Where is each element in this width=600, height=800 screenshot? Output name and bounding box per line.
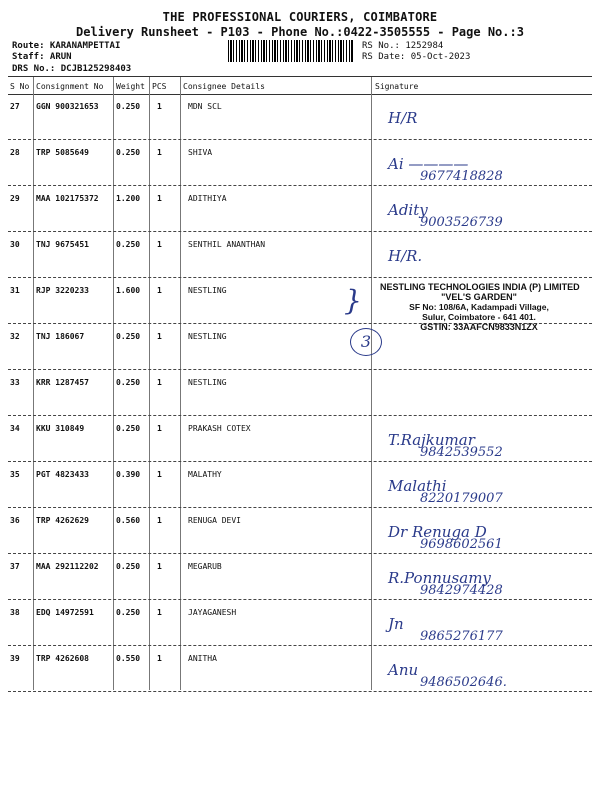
table-top-rule xyxy=(8,76,592,77)
row-pcs: 1 xyxy=(157,240,162,249)
circled-note: 3 xyxy=(350,328,382,356)
row-consignee: ANITHA xyxy=(188,654,217,663)
stamp-line: NESTLING TECHNOLOGIES INDIA (P) LIMITED xyxy=(380,282,580,292)
row-pcs: 1 xyxy=(157,654,162,663)
drs-label: DRS No.: DCJB125298403 xyxy=(12,64,132,74)
row-consignee: MEGARUB xyxy=(188,562,222,571)
stamp-line: GSTIN: 33AAFCN9833N1ZX xyxy=(420,322,538,332)
row-consignment: MAA 292112202 xyxy=(36,562,99,571)
row-sno: 27 xyxy=(10,102,20,111)
table-header-rule xyxy=(8,94,592,95)
row-consignment: GGN 900321653 xyxy=(36,102,99,111)
row-weight: 0.250 xyxy=(116,240,141,249)
company-stamp xyxy=(380,282,578,332)
signature-mark: Ai ———— xyxy=(388,155,469,173)
barcode xyxy=(228,40,354,62)
signature-phone: 9865276177 xyxy=(420,629,503,644)
row-weight: 0.560 xyxy=(116,516,141,525)
row-consignee: JAYAGANESH xyxy=(188,608,237,617)
row-consignment: TNJ 9675451 xyxy=(36,240,89,249)
row-divider xyxy=(8,185,592,186)
signature-mark: T.Rajkumar xyxy=(388,431,475,449)
row-divider xyxy=(8,599,592,600)
row-pcs: 1 xyxy=(157,194,162,203)
row-sno: 30 xyxy=(10,240,20,249)
row-sno: 35 xyxy=(10,470,20,479)
bracket-annotation: } xyxy=(344,284,362,317)
row-consignment: TNJ 186067 xyxy=(36,332,85,341)
row-pcs: 1 xyxy=(157,102,162,111)
row-pcs: 1 xyxy=(157,148,162,157)
col-consignment: Consignment No xyxy=(36,82,104,91)
row-pcs: 1 xyxy=(157,378,162,387)
row-sno: 28 xyxy=(10,148,20,157)
row-consignment: EDQ 14972591 xyxy=(36,608,94,617)
row-sno: 29 xyxy=(10,194,20,203)
row-divider xyxy=(8,277,592,278)
row-weight: 0.250 xyxy=(116,332,141,341)
row-weight: 0.250 xyxy=(116,378,141,387)
row-divider xyxy=(8,645,592,646)
row-weight: 1.600 xyxy=(116,286,141,295)
row-weight: 0.250 xyxy=(116,102,141,111)
row-sno: 33 xyxy=(10,378,20,387)
row-consignee: NESTLING xyxy=(188,286,227,295)
row-divider xyxy=(8,553,592,554)
row-weight: 0.390 xyxy=(116,470,141,479)
stamp-line: "VEL'S GARDEN" xyxy=(441,292,517,302)
row-sno: 34 xyxy=(10,424,20,433)
row-divider xyxy=(8,691,592,692)
row-consignee: NESTLING xyxy=(188,378,227,387)
row-weight: 0.250 xyxy=(116,424,141,433)
row-consignee: RENUGA DEVI xyxy=(188,516,241,525)
row-consignee: NESTLING xyxy=(188,332,227,341)
row-consignment: TRP 4262608 xyxy=(36,654,89,663)
row-sno: 36 xyxy=(10,516,20,525)
row-pcs: 1 xyxy=(157,332,162,341)
col-pcs: PCS xyxy=(152,82,167,91)
row-consignment: KRR 1287457 xyxy=(36,378,89,387)
row-sno: 39 xyxy=(10,654,20,663)
route-label: Route: KARANAMPETTAI xyxy=(12,41,121,51)
row-consignee: MALATHY xyxy=(188,470,222,479)
signature-mark: H/R xyxy=(388,109,418,127)
row-consignment: TRP 5085649 xyxy=(36,148,89,157)
signature-phone: 9003526739 xyxy=(420,215,503,230)
row-pcs: 1 xyxy=(157,286,162,295)
row-weight: 0.250 xyxy=(116,148,141,157)
row-divider xyxy=(8,507,592,508)
row-sno: 31 xyxy=(10,286,20,295)
row-consignee: SHIVA xyxy=(188,148,213,157)
row-consignment: TRP 4262629 xyxy=(36,516,89,525)
signature-phone: 9677418828 xyxy=(420,169,503,184)
signature-phone: 9842539552 xyxy=(420,445,503,460)
row-pcs: 1 xyxy=(157,516,162,525)
signature-mark: Jn xyxy=(388,615,404,633)
row-divider xyxy=(8,231,592,232)
signature-mark: R.Ponnusamy xyxy=(388,569,491,587)
staff-label: Staff: ARUN xyxy=(12,52,72,62)
row-sno: 32 xyxy=(10,332,20,341)
row-consignee: SENTHIL ANANTHAN xyxy=(188,240,266,249)
company-title: THE PROFESSIONAL COURIERS, COIMBATORE xyxy=(162,10,438,24)
rs-no-label: RS No.: 1252984 xyxy=(362,41,444,51)
row-consignment: RJP 3220233 xyxy=(36,286,89,295)
row-weight: 0.250 xyxy=(116,562,141,571)
col-weight: Weight xyxy=(116,82,145,91)
col-signature: Signature xyxy=(375,82,419,91)
row-weight: 1.200 xyxy=(116,194,141,203)
col-consignee: Consignee Details xyxy=(183,82,265,91)
signature-mark: Adity xyxy=(388,201,428,219)
signature-phone: 9842974428 xyxy=(420,583,503,598)
signature-phone: 9486502646. xyxy=(420,675,507,690)
col-sno: S No xyxy=(10,82,30,91)
row-consignment: MAA 102175372 xyxy=(36,194,99,203)
signature-mark: Dr Renuga D xyxy=(388,523,487,541)
row-pcs: 1 xyxy=(157,424,162,433)
row-divider xyxy=(8,139,592,140)
signature-mark: Anu xyxy=(388,661,419,679)
row-consignee: PRAKASH COTEX xyxy=(188,424,251,433)
runsheet-title: Delivery Runsheet - P103 - Phone No.:0422-3505555 - Page No.:3 xyxy=(76,25,524,39)
row-pcs: 1 xyxy=(157,608,162,617)
row-weight: 0.550 xyxy=(116,654,141,663)
row-divider xyxy=(8,369,592,370)
row-consignment: PGT 4823433 xyxy=(36,470,89,479)
row-pcs: 1 xyxy=(157,470,162,479)
row-sno: 37 xyxy=(10,562,20,571)
signature-phone: 8220179007 xyxy=(420,491,503,506)
signature-mark: Malathi xyxy=(388,477,447,495)
signature-phone: 9698602561 xyxy=(420,537,503,552)
stamp-line: SF No: 108/6A, Kadampadi Village, xyxy=(409,302,549,312)
rs-date-label: RS Date: 05-Oct-2023 xyxy=(362,52,471,62)
row-consignee: ADITHIYA xyxy=(188,194,227,203)
row-divider xyxy=(8,415,592,416)
row-divider xyxy=(8,461,592,462)
row-consignee: MDN SCL xyxy=(188,102,222,111)
row-pcs: 1 xyxy=(157,562,162,571)
row-consignment: KKU 310849 xyxy=(36,424,85,433)
row-weight: 0.250 xyxy=(116,608,141,617)
stamp-line: Sulur, Coimbatore - 641 401. xyxy=(422,312,536,322)
row-sno: 38 xyxy=(10,608,20,617)
signature-mark: H/R. xyxy=(388,247,423,265)
